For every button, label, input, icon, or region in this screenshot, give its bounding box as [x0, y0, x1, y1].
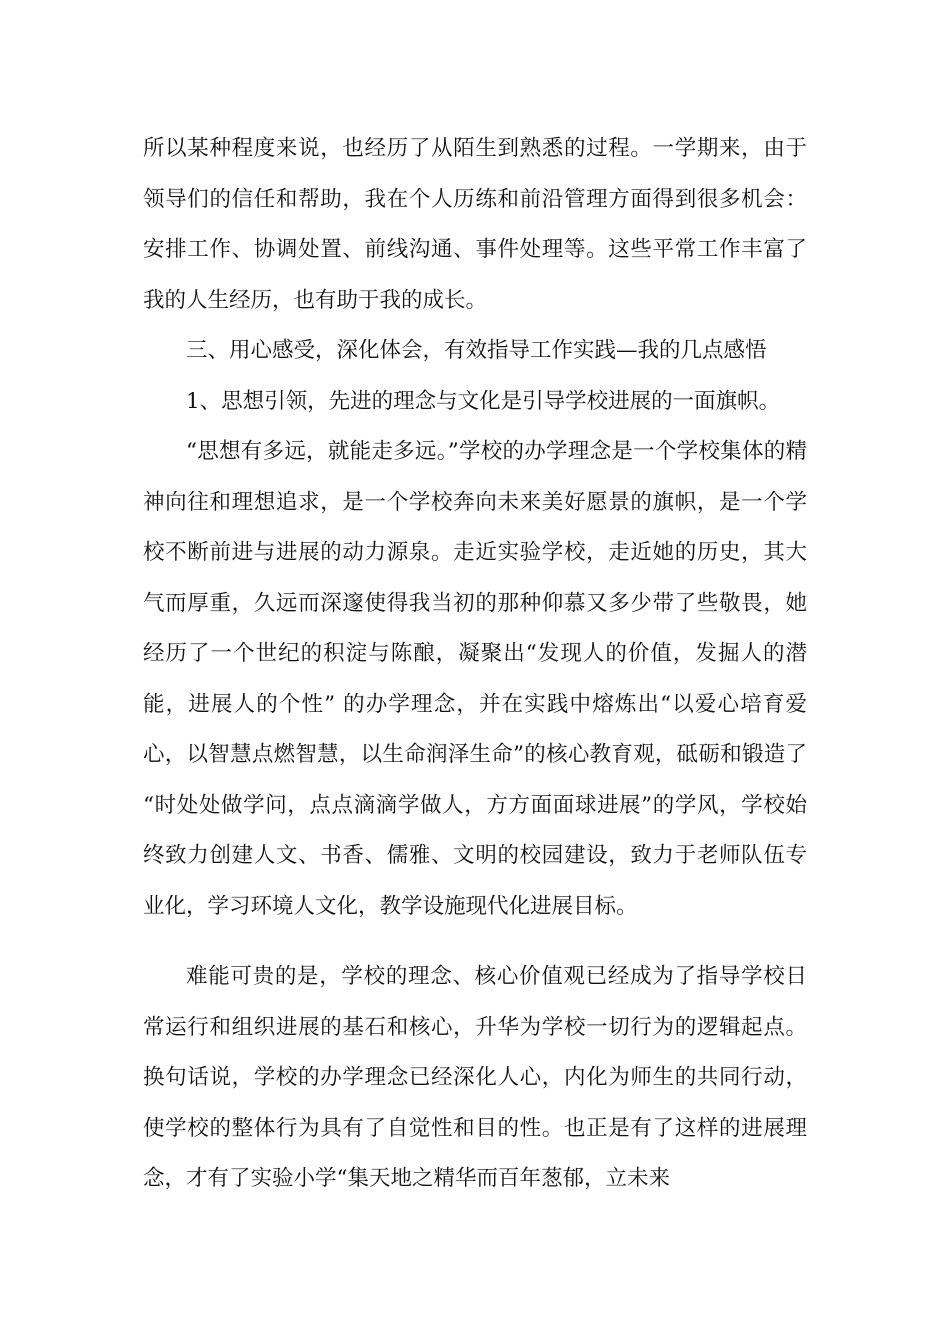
- paragraph-core-values: 难能可贵的是，学校的理念、核心价值观已经成为了指导学校日常运行和组织进展的基石和核心，升华为学校一切行为的逻辑起点。换句话说，学校的办学理念已经深化人心，内化为师生的共同行动，使学校的整体行为具有了自觉性和目的性。也正是有了这样的进展理念，才有了实验小学“集天地之精华而百年葱郁，立未来: [143, 964, 807, 1191]
- section-heading: 三、用心感受，深化体会，有效指导工作实践—我的几点感悟: [186, 338, 767, 363]
- paragraph-philosophy: “思想有多远，就能走多远。”学校的办学理念是一个学校集体的精神向往和理想追求，是一个学校奔向未来美好愿景的旗帜，是一个学校不断前进与进展的动力源泉。走近实验学校，走近她的历史，其大气而厚重，久远而深邃使得我当初的那种仰慕又多少带了些敬畏，她经历了一个世纪的积淀与陈酿，凝聚出“发现人的价值，发掘人的潜能，进展人的个性” 的办学理念，并在实践中熔炼出“以爱心培育爱心，以智慧点燃智慧，以生命润泽生命”的核心教育观，砥砺和锻造了 “时处处做学问，点点滴滴学做人，方方面面球进展”的学风，学校始终致力创建人文、书香、儒雅、文明的校园建设，致力于老师队伍专业化，学习环境人文化，教学设施现代化进展目标。: [143, 439, 807, 919]
- paragraph-continuation: 所以某种程度来说，也经历了从陌生到熟悉的过程。一学期来，由于领导们的信任和帮助，我在个人历练和前沿管理方面得到很多机会：安排工作、协调处置、前线沟通、事件处理等。这些平常工作丰富了我的人生经历，也有助于我的成长。: [143, 136, 807, 313]
- subsection-heading: 1、思想引领，先进的理念与文化是引导学校进展的一面旗帜。: [186, 388, 781, 414]
- document-page: [143, 124, 807, 1205]
